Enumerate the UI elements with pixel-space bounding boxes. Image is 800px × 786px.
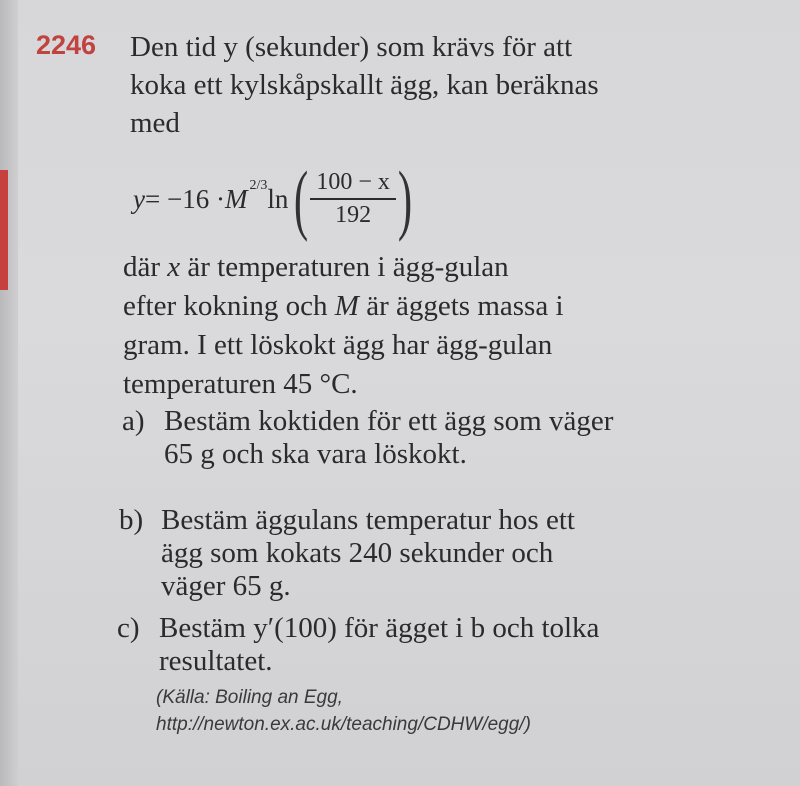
description-line [123, 287, 723, 326]
formula-lhs: y [133, 183, 145, 214]
formula-numerator: 100 − x [310, 169, 396, 200]
source-line: (Källa: Boiling an Egg, [156, 687, 343, 708]
variable-x: x [167, 251, 181, 283]
page-edge [0, 0, 18, 786]
question-line: väger 65 g. [161, 570, 291, 602]
intro-line: med [130, 107, 180, 139]
intro-line: koka ett kylskåpskallt ägg, kan beräknas [130, 69, 599, 101]
question-line: ägg som kokats 240 sekunder och [161, 537, 554, 569]
description-line: gram. I ett löskokt ägg har ägg-gulan [123, 329, 553, 361]
problem-intro [130, 28, 690, 142]
chapter-tab-marker [0, 170, 8, 290]
question-label: a) [122, 405, 145, 437]
formula-left-paren: ( [294, 155, 309, 242]
source-citation [156, 684, 531, 738]
problem-description [123, 248, 723, 404]
question-text [161, 504, 575, 603]
formula-denominator: 192 [335, 202, 372, 228]
question-text [159, 612, 599, 678]
question-text [164, 405, 613, 471]
intro-line: Den tid y (sekunder) som krävs för att [130, 31, 573, 63]
formula [133, 155, 418, 242]
description-line: temperaturen 45 °C. [123, 368, 358, 400]
description-text: där [123, 251, 168, 283]
formula-mass-variable: M [224, 183, 248, 214]
description-line [123, 248, 723, 287]
description-text: är äggets massa i [358, 290, 564, 322]
formula-right-paren: ) [397, 155, 413, 242]
question-line: Bestäm y′(100) för ägget i b och tolka [159, 612, 600, 644]
description-text: är temperaturen i ägg-gulan [180, 251, 509, 283]
source-url: http://newton.ex.ac.uk/teaching/CDHW/egg/) [156, 714, 531, 735]
formula-ln: ln [267, 183, 289, 214]
question-line: resultatet. [159, 645, 273, 677]
formula-exponent: 2/3 [249, 178, 268, 193]
formula-fraction [310, 169, 396, 229]
question-line: Bestäm äggulans temperatur hos ett [161, 504, 575, 536]
question-label: c) [117, 612, 140, 644]
problem-number: 2246 [36, 30, 97, 60]
question-line: Bestäm koktiden för ett ägg som väger [164, 405, 614, 437]
variable-m: M [334, 290, 359, 322]
description-text: efter kokning och [123, 290, 335, 322]
question-line: 65 g och ska vara löskokt. [164, 438, 467, 470]
formula-coefficient: = −16 · [144, 183, 225, 214]
question-label: b) [119, 504, 144, 536]
